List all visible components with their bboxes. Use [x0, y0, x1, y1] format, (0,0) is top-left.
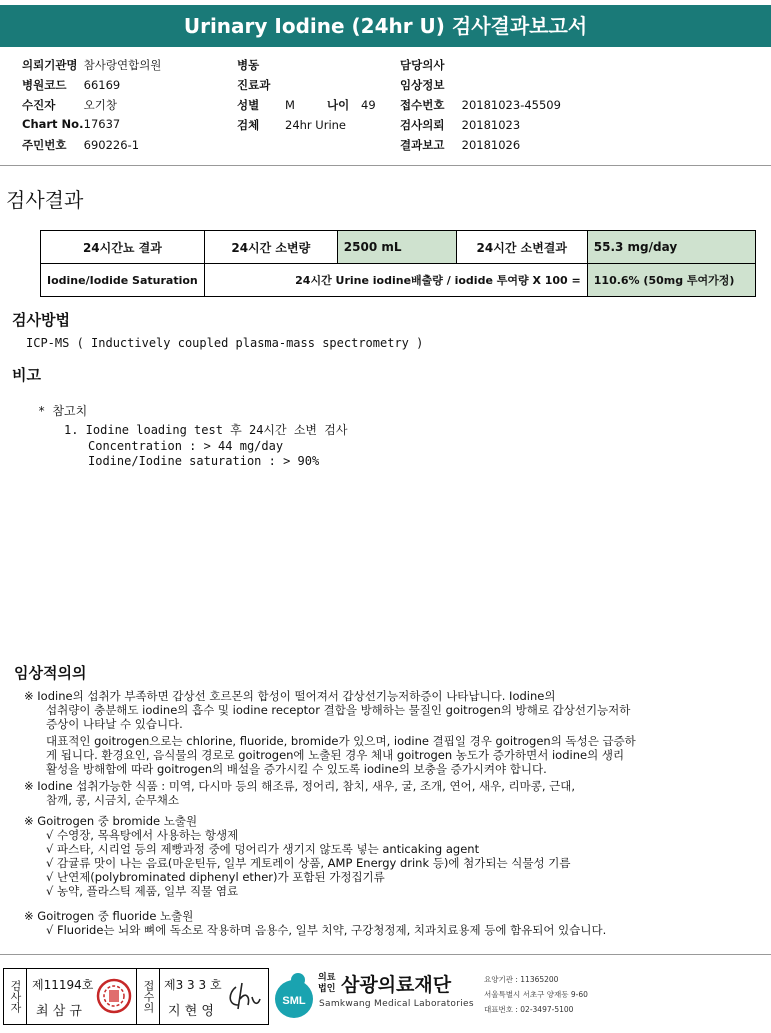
inspector-label: 검사자 — [4, 969, 27, 1024]
hospital-code-label: 병원코드 — [22, 78, 67, 92]
hospital-value: 참사랑연합의원 — [83, 58, 162, 72]
clinical-line: 증상이 나타날 수 있습니다. — [46, 717, 183, 731]
remarks-title: 비고 — [12, 366, 41, 384]
reviewer-name: 지 현 영 — [168, 1004, 214, 1019]
patient-value: 오기창 — [83, 98, 117, 112]
reference-item: 1. Iodine loading test 후 24시간 소변 검사 — [64, 423, 348, 437]
result-row — [41, 264, 756, 297]
report-date-label: 결과보고 — [400, 138, 445, 152]
clinical-paragraph — [24, 909, 606, 937]
result-section-title: 검사결과 — [6, 188, 84, 212]
clinical-paragraph — [24, 814, 570, 898]
header-col3 — [400, 57, 561, 157]
request-date-label: 검사의뢰 — [400, 118, 445, 132]
result-table — [40, 230, 756, 297]
request-date-value: 20181023 — [461, 118, 521, 132]
org-code: 요양기관 : 11365200 — [484, 975, 559, 984]
signature-box — [3, 968, 269, 1025]
clinical-line: 게 됩니다. 환경요인, 음식물의 경로로 goitrogen에 노출된 경우 체내 goitrogen 농도가 증가하면서 iodine의 생리 — [46, 748, 625, 762]
clinical-title: 임상적의의 — [14, 664, 87, 682]
clinical-paragraph — [24, 779, 575, 807]
method-text: ICP-MS ( Inductively coupled plasma-mass spectrometry ) — [26, 336, 424, 350]
result-cell: Iodine/Iodide Saturation — [41, 264, 205, 297]
result-cell: 24시간 Urine iodine배출량 / iodide 투여량 X 100 = — [204, 264, 587, 297]
clinical-line: 참깨, 콩, 시금치, 순무채소 — [46, 793, 180, 807]
reviewer-no: 제3 3 3 호 — [164, 978, 222, 992]
ward-label: 병동 — [237, 58, 260, 72]
header-divider — [0, 165, 771, 166]
hospital-label: 의뢰기관명 — [22, 58, 78, 72]
urine-result-value: 55.3 mg/day — [587, 231, 755, 264]
receipt-no-label: 접수번호 — [400, 98, 445, 112]
method-title: 검사방법 — [12, 311, 70, 329]
resident-no-value: 690226-1 — [83, 138, 140, 152]
resident-no-label: 주민번호 — [22, 138, 67, 152]
clinical-line: √ 농약, 플라스틱 제품, 일부 직물 염료 — [46, 884, 239, 898]
age-label: 나이 — [327, 98, 350, 112]
clinical-paragraph — [46, 734, 636, 776]
sex-value: M — [285, 98, 295, 112]
org-prefix: 의료법인 — [318, 973, 336, 994]
org-address: 서울특별시 서초구 양재동 9-60 — [484, 990, 588, 999]
org-phone: 대표번호 : 02-3497-5100 — [484, 1005, 574, 1014]
inspector-name: 최 삼 규 — [36, 1004, 82, 1019]
saturation-value: 110.6% (50mg 투여가정) — [587, 264, 755, 297]
clinical-line: √ Fluoride는 뇌와 뼈에 독소로 작용하며 음용수, 일부 치약, 구강청정제, 치과치료용제 등에 함유되어 있습니다. — [46, 923, 607, 937]
clinical-line: ※ Iodine 섭취가능한 식품 : 미역, 다시마 등의 해조류, 정어리, 참치, 새우, 굴, 조개, 연어, 새우, 리마콩, 근대, — [24, 779, 576, 793]
report-title: Urinary Iodine (24hr U) 검사결과보고서 — [0, 5, 771, 47]
doctor-label: 담당의사 — [400, 58, 445, 72]
clinical-subtitle: ※ Goitrogen 중 bromide 노출원 — [24, 814, 198, 828]
clinical-line: 활성을 방해함에 따라 goitrogen의 배설을 증가시킬 수 있도록 iodine의 보충을 증가시켜야 합니다. — [46, 762, 547, 776]
header-col2 — [237, 57, 376, 137]
dept-label: 진료과 — [237, 78, 271, 92]
chart-no-value: 17637 — [83, 117, 121, 131]
clinical-line: 섭취량이 충분해도 iodine의 흡수 및 iodine receptor 결합을 방해하는 물질인 goitrogen의 방해로 갑상선기능저하 — [46, 703, 631, 717]
reference-line: Concentration : > 44 mg/day — [88, 439, 284, 453]
inspector-no: 제11194호 — [32, 978, 94, 992]
chart-no-label: Chart No. — [22, 117, 84, 131]
org-english-name: Samkwang Medical Laboratories — [319, 999, 474, 1009]
clinical-info-label: 임상정보 — [400, 78, 445, 92]
org-info — [484, 972, 588, 1017]
patient-label: 수진자 — [22, 98, 56, 112]
specimen-label: 검체 — [237, 118, 260, 132]
result-cell: 24시간 소변결과 — [456, 231, 587, 264]
reference-line: Iodine/Iodine saturation : > 90% — [88, 454, 320, 468]
clinical-line: √ 난연제(polybrominated diphenyl ether)가 포함된 가정집기류 — [46, 870, 385, 884]
result-row — [41, 231, 756, 264]
result-cell: 24시간뇨 결과 — [41, 231, 205, 264]
reviewer-signature — [226, 979, 264, 1013]
header-col1 — [22, 57, 161, 157]
sml-text: SML — [282, 995, 306, 1007]
clinical-line: 대표적인 goitrogen으로는 chlorine, fluoride, bromide가 있으며, iodine 결핍일 경우 goitrogen의 독성은 급증하 — [46, 734, 636, 748]
clinical-line: √ 수영장, 목욕탕에서 사용하는 항생제 — [46, 828, 239, 842]
sml-logo-icon — [272, 970, 316, 1020]
hospital-code-value: 66169 — [83, 78, 121, 92]
reviewer-label: 접수의 — [136, 969, 160, 1024]
org-name: 삼광의료재단 — [341, 974, 452, 996]
urine-volume-value: 2500 mL — [337, 231, 456, 264]
clinical-line: √ 감귤류 맛이 나는 음료(마운틴듀, 일부 게토레이 상품, AMP Energy drink 등)에 첨가되는 식물성 기름 — [46, 856, 571, 870]
age-value: 49 — [361, 98, 376, 112]
clinical-line: √ 파스타, 시리얼 등의 제빵과정 중에 덩어리가 생기지 않도록 넣는 anticaking agent — [46, 842, 480, 856]
sex-label: 성별 — [237, 98, 260, 112]
clinical-subtitle: ※ Goitrogen 중 fluoride 노출원 — [24, 909, 194, 923]
specimen-value: 24hr Urine — [285, 118, 347, 132]
footer-divider — [0, 954, 771, 955]
clinical-paragraph — [24, 689, 630, 731]
reference-label: * 참고치 — [38, 404, 88, 418]
report-date-value: 20181026 — [461, 138, 521, 152]
inspector-seal — [96, 978, 132, 1014]
receipt-no-value: 20181023-45509 — [461, 98, 561, 112]
clinical-line: ※ Iodine의 섭취가 부족하면 갑상선 호르몬의 합성이 떨어져서 갑상선기능저하증이 나타납니다. Iodine의 — [24, 689, 556, 703]
result-cell: 24시간 소변량 — [204, 231, 337, 264]
